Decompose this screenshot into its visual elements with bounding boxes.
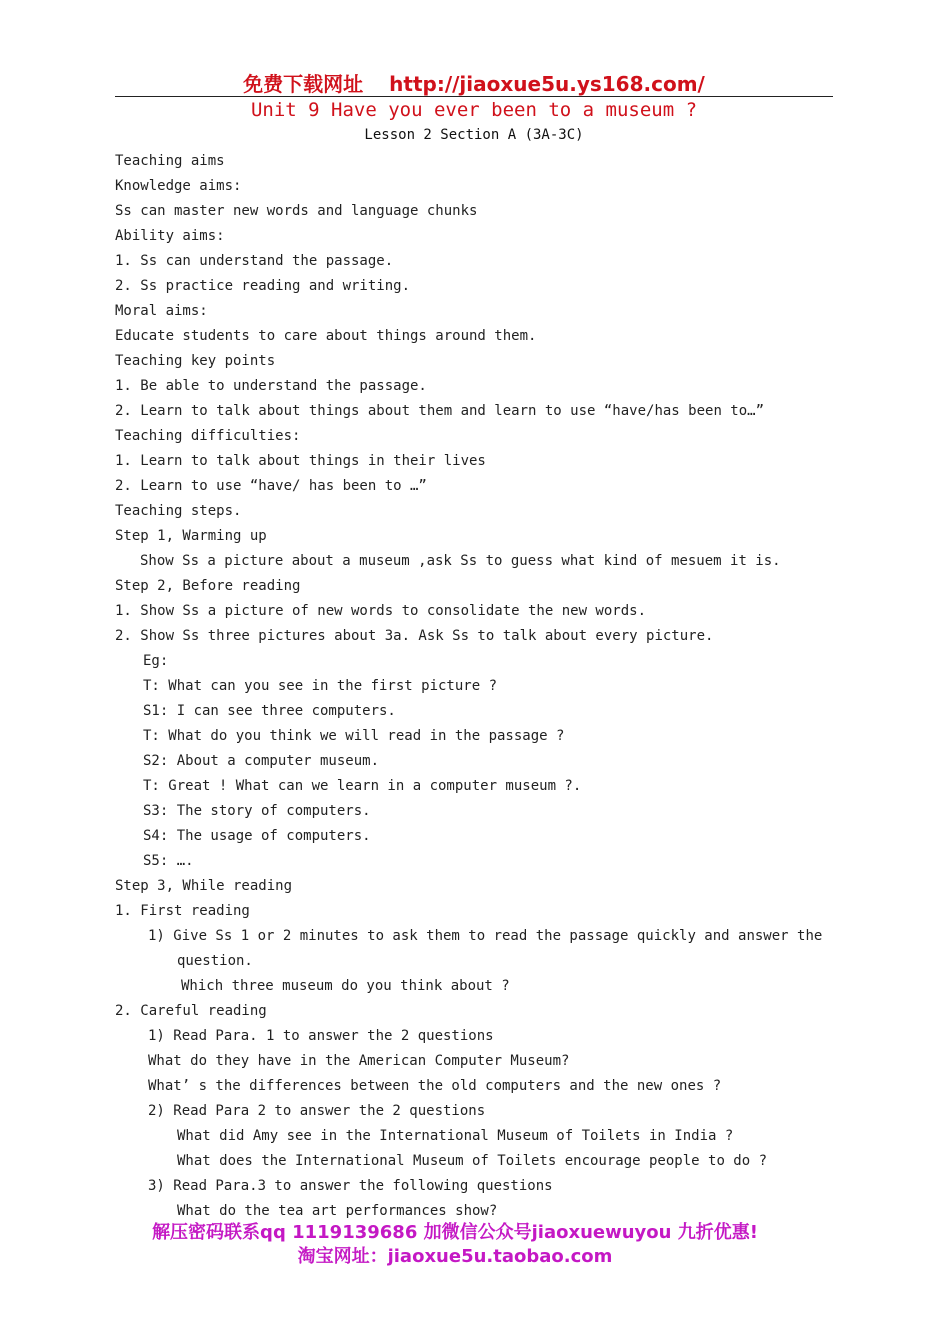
text-line: Ability aims: [115, 228, 225, 244]
text-line: Moral aims: [115, 303, 208, 319]
text-line: S5: …. [143, 853, 194, 869]
document-subtitle: Lesson 2 Section A (3A-3C) [364, 127, 584, 143]
header-line [115, 68, 833, 97]
document-title: Unit 9 Have you ever been to a museum ? [250, 99, 698, 121]
text-line: 2. Ss practice reading and writing. [115, 278, 411, 294]
text-line: 1) Give Ss 1 or 2 minutes to ask them to read the passage quickly and answer the [148, 928, 823, 944]
text-line: T: What can you see in the first picture ? [143, 678, 498, 694]
footer-shop-link[interactable]: 淘宝网址：jiaoxue5u.taobao.com [297, 1246, 613, 1267]
text-line: Ss can master new words and language chunks [115, 203, 478, 219]
text-line: T: Great ! What can we learn in a computer museum ?. [143, 778, 582, 794]
text-line: 1. Learn to talk about things in their lives [115, 453, 486, 469]
text-line: Which three museum do you think about ? [181, 978, 510, 994]
header-bar [115, 66, 833, 97]
text-line: S1: I can see three computers. [143, 703, 396, 719]
text-line: 2) Read Para 2 to answer the 2 questions [148, 1103, 486, 1119]
text-line: S4: The usage of computers. [143, 828, 371, 844]
text-line: 1. Be able to understand the passage. [115, 378, 427, 394]
text-line: Knowledge aims: [115, 178, 242, 194]
text-line: What does the International Museum of Toilets encourage people to do ? [177, 1153, 768, 1169]
text-line: 3) Read Para.3 to answer the following questions [148, 1178, 553, 1194]
text-line: S3: The story of computers. [143, 803, 371, 819]
text-line: What’ s the differences between the old computers and the new ones ? [148, 1078, 722, 1094]
text-line: S2: About a computer museum. [143, 753, 380, 769]
text-line: 1. Show Ss a picture of new words to consolidate the new words. [115, 603, 647, 619]
text-line: Step 1, Warming up [115, 528, 267, 544]
text-line: 1. Ss can understand the passage. [115, 253, 394, 269]
text-line: 2. Careful reading [115, 1003, 267, 1019]
text-line: Teaching difficulties: [115, 428, 301, 444]
header-site-label: 免费下载网址 [243, 72, 364, 96]
text-line: What do the tea art performances show? [177, 1203, 498, 1219]
text-line: 2. Learn to use “have/ has been to …” [115, 478, 427, 494]
text-line: Teaching key points [115, 353, 276, 369]
text-line: Eg: [143, 653, 169, 669]
text-line: 2. Show Ss three pictures about 3a. Ask Ss to talk about every picture. [115, 628, 714, 644]
footer-contact-line: 解压密码联系qq 1119139686 加微信公众号jiaoxuewuyou 九折优惠! [152, 1222, 758, 1243]
text-line: 1) Read Para. 1 to answer the 2 questions [148, 1028, 494, 1044]
text-line: Step 3, While reading [115, 878, 293, 894]
text-line: 1. First reading [115, 903, 250, 919]
text-line: Step 2, Before reading [115, 578, 301, 594]
text-line: question. [177, 953, 253, 969]
header-url-link[interactable]: http://jiaoxue5u.ys168.com/ [389, 72, 705, 96]
text-line: Educate students to care about things around them. [115, 328, 537, 344]
text-line: T: What do you think we will read in the passage ? [143, 728, 565, 744]
text-line: What do they have in the American Computer Museum? [148, 1053, 570, 1069]
text-line: Show Ss a picture about a museum ,ask Ss to guess what kind of mesuem it is. [140, 553, 781, 569]
text-line: 2. Learn to talk about things about them and learn to use “have/has been to…” [115, 403, 765, 419]
text-line: What did Amy see in the International Museum of Toilets in India ? [177, 1128, 734, 1144]
text-line: Teaching aims [115, 153, 225, 169]
text-line: Teaching steps. [115, 503, 242, 519]
